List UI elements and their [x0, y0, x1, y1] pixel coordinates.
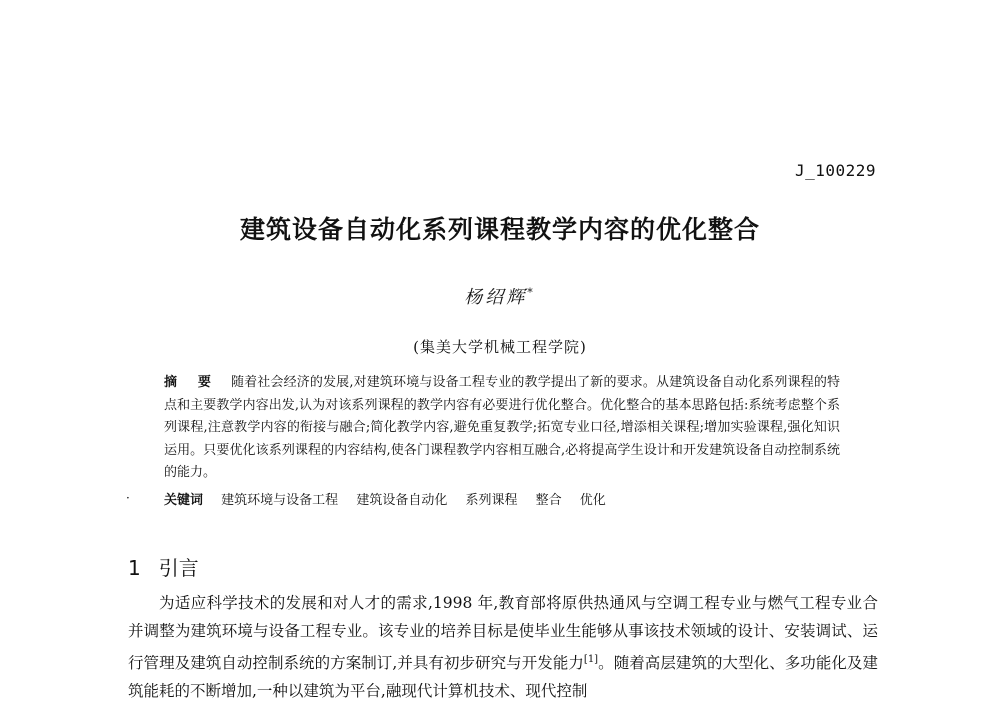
- keywords-line: [164, 490, 620, 512]
- abstract-text: 随着社会经济的发展,对建筑环境与设备工程专业的教学提出了新的要求。从建筑设备自动化系列课程的特点和主要教学内容出发,认为对该系列课程的教学内容有必要进行优化整合。优化整合的基本思路包括:系统考虑整个系列课程,注意教学内容的衔接与融合;简化教学内容,避免重复教学;拓宽专业口径,增添相关课程;增加实验课程,强化知识运用。只要优化该系列课程的内容结构,使各门课程教学内容相互融合,必将提高学生设计和开发建筑设备自动控制系统的能力。: [164, 375, 840, 481]
- margin-mark: ·: [126, 491, 130, 505]
- affiliation: (集美大学机械工程学院): [413, 338, 587, 356]
- keywords-label: 关键词: [164, 493, 204, 508]
- keyword-4: 整合: [535, 493, 562, 508]
- author-name: 杨绍辉: [464, 287, 528, 308]
- keyword-1: 建筑环境与设备工程: [221, 493, 339, 508]
- section-title: 引言: [158, 556, 199, 580]
- abstract-block: [164, 372, 840, 485]
- abstract-label: 摘 要: [164, 375, 219, 390]
- body-text-part-1: 为适应科学技术的发展和对人才的需求,1998 年,教育部将原供热通风与空调工程专业与燃气工程专业合并调整为建筑环境与设备工程专业。该专业的培养目标是使毕业生能够从事该技术领域的设计、安装调试、运行管理及建筑自动控制系统的方案制订,并具有初步研究与开发能力: [128, 594, 878, 672]
- keyword-3: 系列课程: [465, 493, 518, 508]
- section-heading: [128, 552, 199, 581]
- section-number: 1: [128, 556, 141, 580]
- keyword-2: 建筑设备自动化: [356, 493, 448, 508]
- author-line: [0, 283, 1000, 309]
- body-paragraph: [128, 589, 878, 705]
- citation-ref: [1]: [583, 653, 599, 665]
- document-id: J_100229: [794, 161, 876, 180]
- author-footnote-mark: *: [527, 286, 536, 299]
- paper-title: 建筑设备自动化系列课程教学内容的优化整合: [239, 215, 760, 244]
- keyword-5: 优化: [579, 493, 606, 508]
- body-text-part-2: 。随着高层建筑的大型化、多功能化及建筑能耗的不断增加,一种以建筑为平台,融现代计算机技术、现代控制: [128, 653, 878, 701]
